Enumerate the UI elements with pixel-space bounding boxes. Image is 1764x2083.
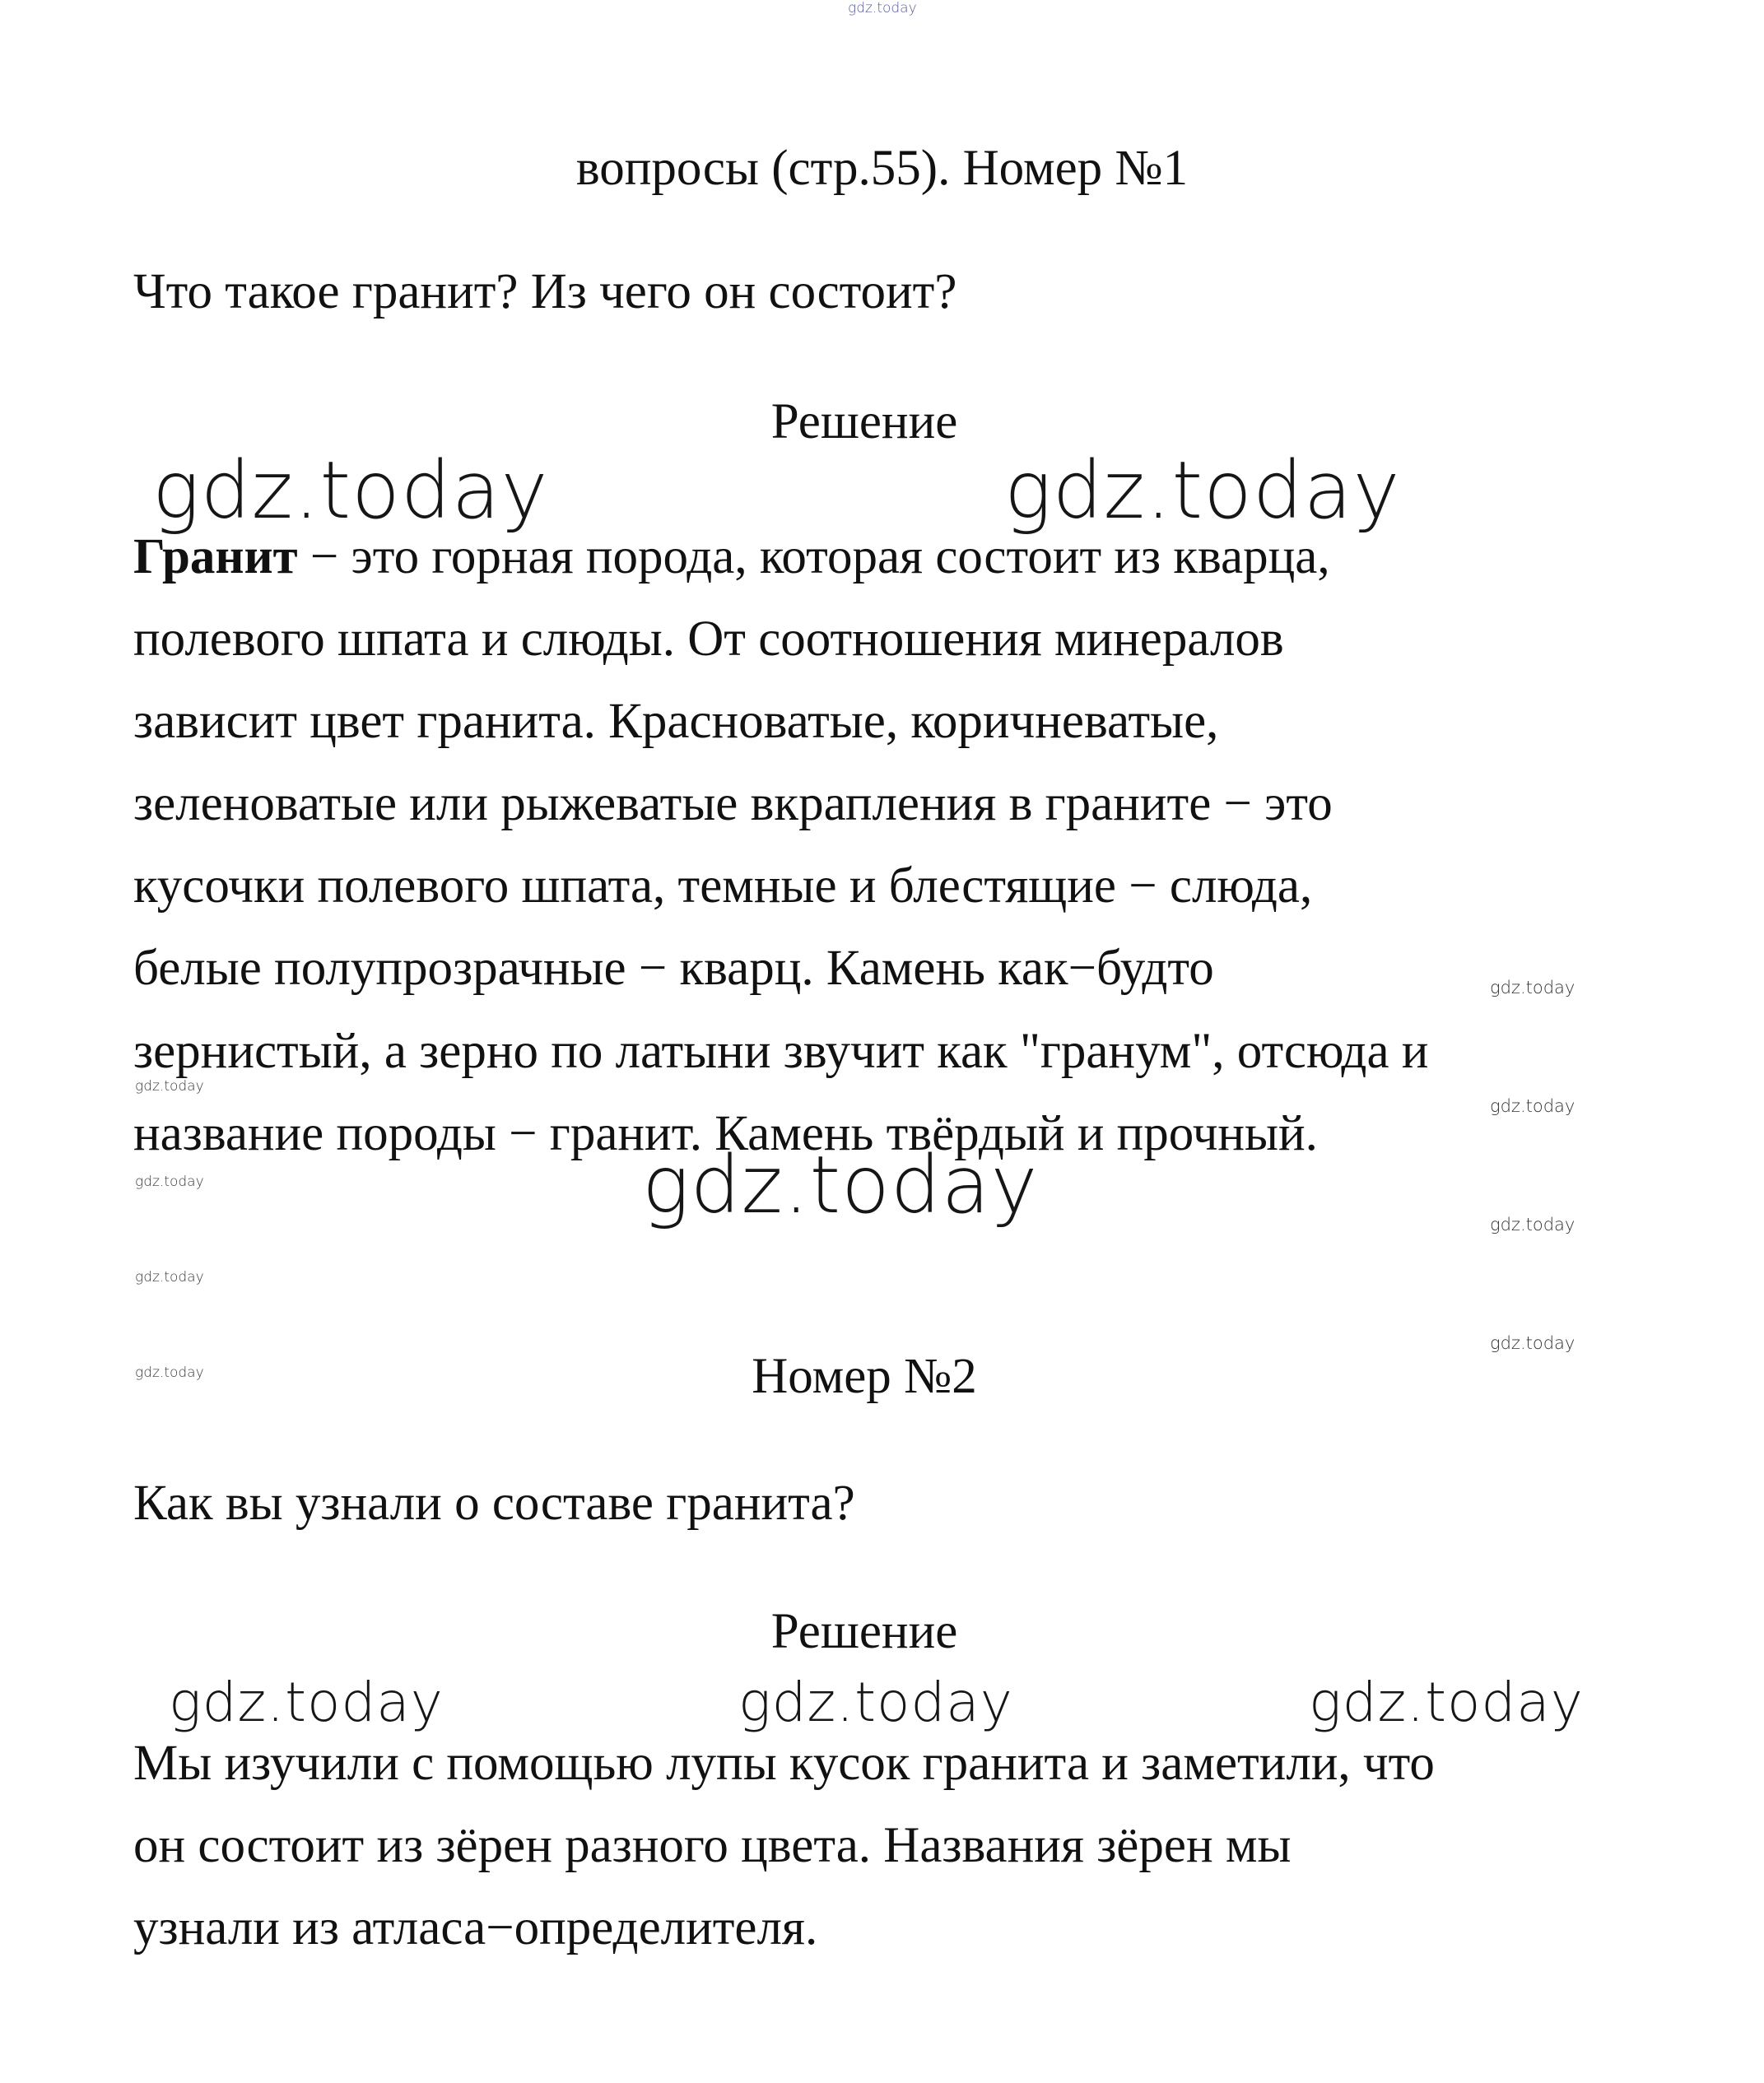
section1-solution-label: Решение [770,394,958,449]
watermark-medium: gdz.today [169,1671,444,1734]
section1-heading: вопросы (стр.55). Номер №1 [575,141,1189,196]
section2-question: Как вы узнали о составе гранита? [133,1476,855,1531]
watermark-small: gdz.today [135,1078,204,1095]
watermark-small: gdz.today [135,1174,204,1190]
section2-answer-line: он состоит из зёрен разного цвета. Названия зёрен мы [133,1818,1292,1873]
section1-answer-line: кусочки полевого шпата, темные и блестящие − слюда, [133,858,1313,914]
section2-answer-line: Мы изучили с помощью лупы кусок гранита и заметили, что [133,1736,1435,1791]
watermark-small: gdz.today [1490,978,1575,997]
section1-answer-line: зернистый, а зерно по латыни звучит как "гранум", отсюда и [133,1024,1429,1079]
answer-term: Гранит [133,529,298,584]
section1-answer-line: название породы − гранит. Камень твёрдый и прочный. [133,1106,1318,1161]
watermark-large: gdz.today [1004,444,1401,537]
watermark-large: gdz.today [152,444,549,537]
section1-answer-line: Гранит − это горная порода, которая состоит из кварца, [133,529,1330,584]
section2-answer-line: узнали из атласа−определителя. [133,1900,818,1955]
watermark-top: gdz.today [848,0,917,16]
watermark-small: gdz.today [1490,1215,1575,1234]
section1-answer-line: полевого шпата и слюды. От соотношения минералов [133,611,1284,667]
section2-solution-label: Решение [770,1604,958,1659]
section1-answer-line: белые полупрозрачные − кварц. Камень как−будто [133,941,1214,996]
watermark-small: gdz.today [1490,1333,1575,1353]
watermark-small: gdz.today [135,1365,204,1381]
watermark-medium: gdz.today [738,1671,1013,1734]
watermark-small: gdz.today [135,1269,204,1286]
watermark-large: gdz.today [642,1139,1039,1231]
watermark-medium: gdz.today [1309,1671,1584,1734]
section1-answer-line: зависит цвет гранита. Красноватые, коричневатые, [133,694,1219,749]
section1-answer-line: зеленоватые или рыжеватые вкрапления в граните − это [133,776,1333,831]
section1-question: Что такое гранит? Из чего он состоит? [133,264,957,319]
section2-heading: Номер №2 [752,1349,977,1404]
watermark-small: gdz.today [1490,1096,1575,1116]
